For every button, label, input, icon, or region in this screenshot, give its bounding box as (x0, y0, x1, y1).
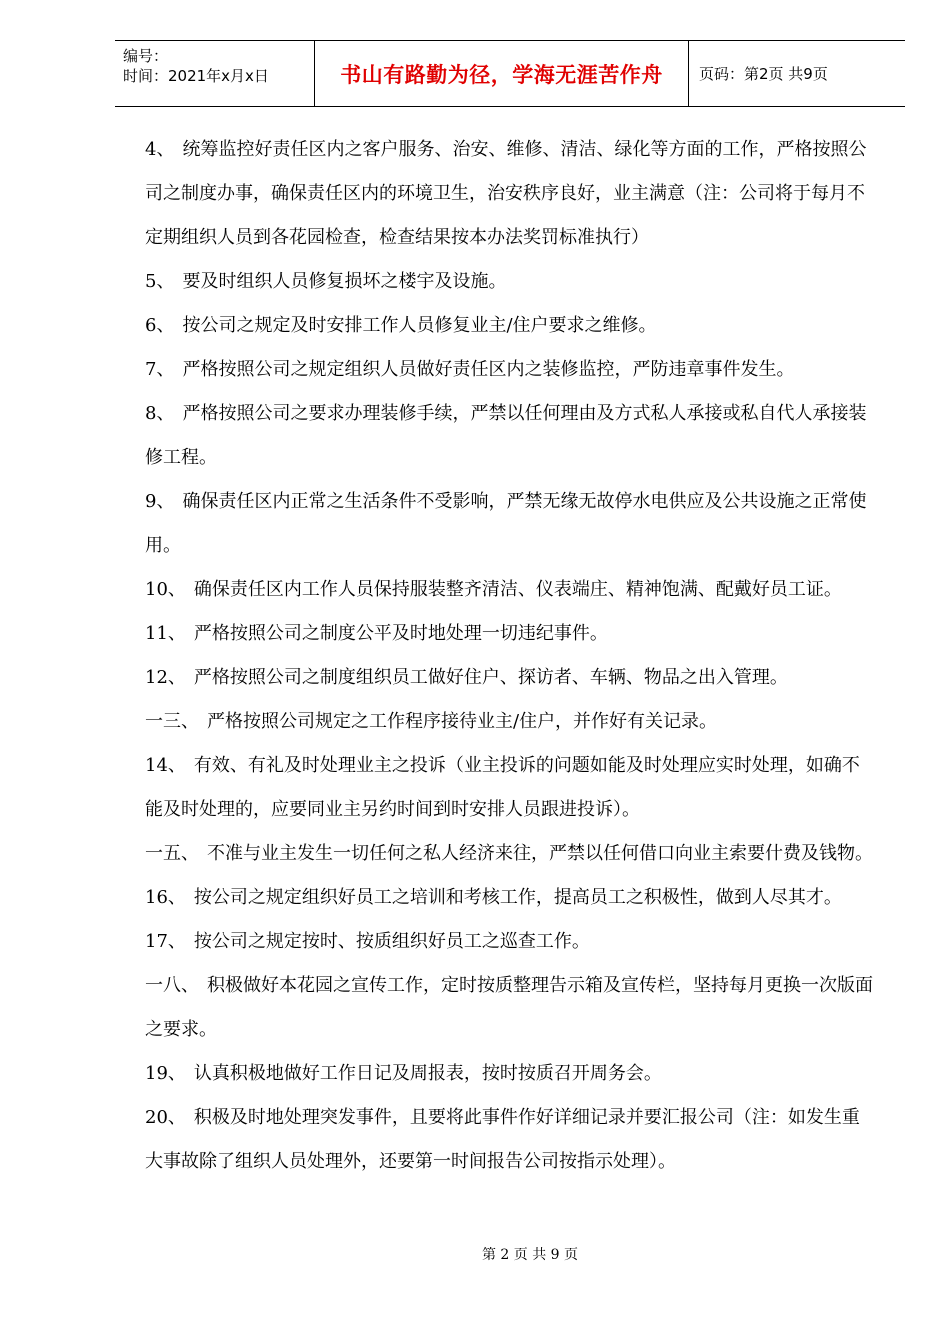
item-number: 4、 (145, 139, 175, 160)
list-item (145, 964, 877, 1052)
item-text: 严格按照公司之要求办理装修手续，严禁以任何理由及方式私人承接或私自代人承接装修工程。 (145, 403, 867, 468)
item-text: 严格按照公司规定之工作程序接待业主/住户，并作好有关记录。 (207, 711, 718, 732)
item-text: 确保责任区内工作人员保持服装整齐清洁、仪表端庄、精神饱满、配戴好员工证。 (193, 579, 842, 600)
list-item (145, 656, 877, 700)
item-text: 有效、有礼及时处理业主之投诉（业主投诉的问题如能及时处理应实时处理，如确不能及时处理的，应要同业主另约时间到时安排人员跟进投诉）。 (145, 755, 860, 820)
header-page-label: 页码：第2页 共9页 (699, 65, 828, 83)
item-number: 16、 (145, 887, 186, 908)
header-number-label: 编号： (123, 47, 169, 65)
list-item (145, 568, 877, 612)
item-number: 6、 (145, 315, 175, 336)
list-item (145, 700, 877, 744)
item-text: 确保责任区内正常之生活条件不受影响，严禁无缘无故停水电供应及公共设施之正常使用。 (145, 491, 867, 556)
list-item (145, 480, 877, 568)
item-number: 11、 (145, 623, 186, 644)
page-header (115, 40, 905, 107)
item-text: 统筹监控好责任区内之客户服务、治安、维修、清洁、绿化等方面的工作，严格按照公司之制度办事，确保责任区内的环境卫生，治安秩序良好，业主满意（注：公司将于每月不定期组织人员到各花园检查，检查结果按本办法奖罚标准执行） (145, 139, 867, 248)
item-number: 8、 (145, 403, 175, 424)
page-footer: 第 2 页 共 9 页 (481, 1247, 579, 1263)
list-item (145, 304, 877, 348)
list-item (145, 260, 877, 304)
item-text: 严格按照公司之规定组织人员做好责任区内之装修监控，严防违章事件发生。 (182, 359, 795, 380)
document-body (145, 128, 877, 1184)
header-date-label: 时间：2021年x月x日 (123, 67, 269, 85)
item-number: 10、 (145, 579, 186, 600)
header-page-cell (689, 41, 905, 106)
list-item (145, 876, 877, 920)
list-item (145, 1052, 877, 1096)
item-text: 按公司之规定组织好员工之培训和考核工作，提高员工之积极性，做到人尽其才。 (193, 887, 842, 908)
item-number: 14、 (145, 755, 186, 776)
item-number: 一三、 (145, 711, 199, 732)
item-text: 要及时组织人员修复损坏之楼宇及设施。 (182, 271, 507, 292)
item-number: 12、 (145, 667, 186, 688)
item-number: 5、 (145, 271, 175, 292)
item-number: 17、 (145, 931, 186, 952)
item-text: 按公司之规定及时安排工作人员修复业主/住户要求之维修。 (182, 315, 657, 336)
item-text: 严格按照公司之制度公平及时地处理一切违纪事件。 (193, 623, 608, 644)
item-number: 一五、 (145, 843, 199, 864)
item-number: 7、 (145, 359, 175, 380)
item-number: 9、 (145, 491, 175, 512)
item-text: 积极做好本花园之宣传工作，定时按质整理告示箱及宣传栏，坚持每月更换一次版面之要求。 (145, 975, 873, 1040)
item-number: 一八、 (145, 975, 199, 996)
item-text: 积极及时地处理突发事件，且要将此事件作好详细记录并要汇报公司（注：如发生重大事故除了组织人员处理外，还要第一时间报告公司按指示处理）。 (145, 1107, 860, 1172)
header-motto-cell (315, 41, 689, 106)
list-item (145, 392, 877, 480)
item-number: 19、 (145, 1063, 186, 1084)
list-item (145, 1096, 877, 1184)
list-item (145, 920, 877, 964)
list-item (145, 348, 877, 392)
item-text: 不准与业主发生一切任何之私人经济来往，严禁以任何借口向业主索要什费及钱物。 (207, 843, 873, 864)
item-text: 按公司之规定按时、按质组织好员工之巡查工作。 (193, 931, 590, 952)
header-motto: 书山有路勤为径，学海无涯苦作舟 (340, 62, 663, 87)
list-item (145, 128, 877, 260)
header-meta (115, 41, 315, 106)
item-text: 严格按照公司之制度组织员工做好住户、探访者、车辆、物品之出入管理。 (193, 667, 788, 688)
list-item (145, 832, 877, 876)
item-text: 认真积极地做好工作日记及周报表，按时按质召开周务会。 (193, 1063, 662, 1084)
item-number: 20、 (145, 1107, 186, 1128)
list-item (145, 612, 877, 656)
list-item (145, 744, 877, 832)
